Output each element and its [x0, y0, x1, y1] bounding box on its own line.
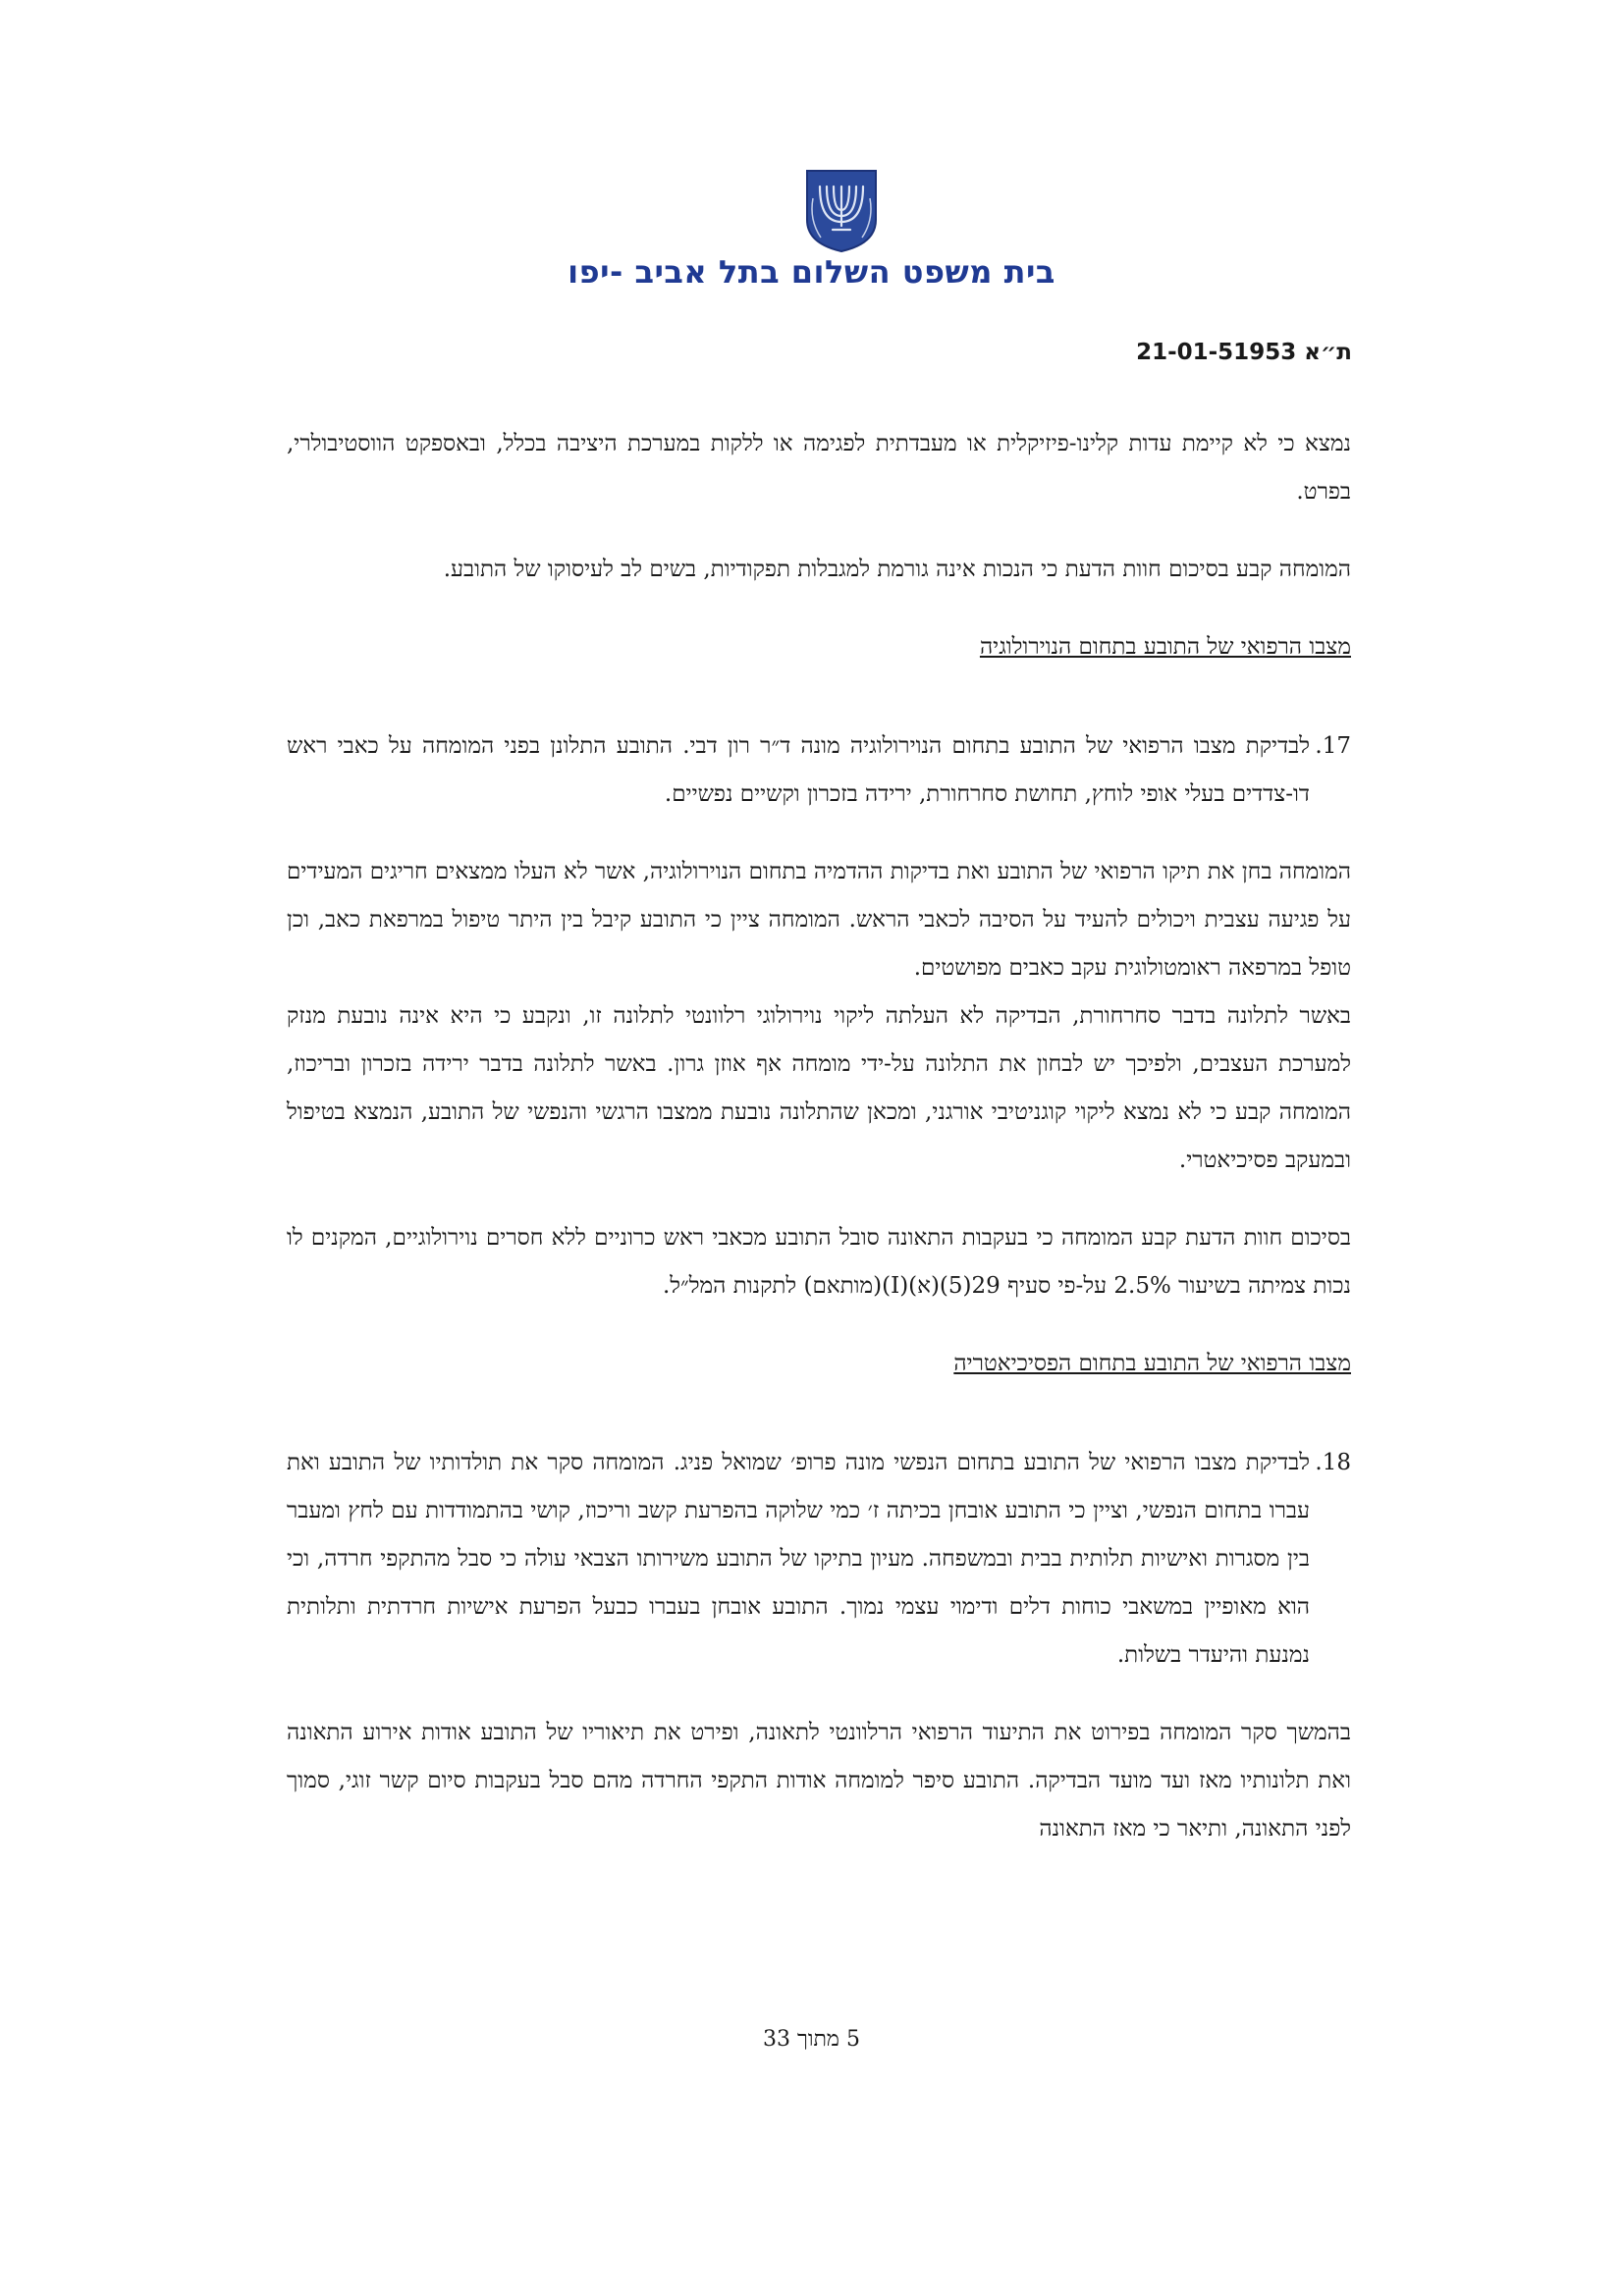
numbered-paragraph-17 [287, 722, 1351, 819]
numbered-paragraph-18 [287, 1439, 1351, 1680]
paragraph-neuro-summary: בסיכום חוות הדעת קבע המומחה כי בעקבות התאונה סובל התובע מכאבי ראש כרוניים ללא חסרים נוירולוגיים, המקנים לו נכות צמיתה בשיעור 2.5% על-פי סעיף 29(5)(א)(I)(מותאם) לתקנות המל״ל. [287, 1225, 1351, 1299]
paragraph-number: 18. [1315, 1450, 1351, 1475]
document-body [287, 420, 1351, 1883]
state-emblem-menorah-icon [803, 169, 880, 253]
paragraph-text: לבדיקת מצבו הרפואי של התובע בתחום הנפשי מונה פרופ׳ שמואל פניג. המומחה סקר את תולדותיו של התובע ואת עברו בתחום הנפשי, וציין כי התובע אובחן בכיתה ז׳ כמי שלוקה בהפרעת קשב וריכוז, קושי בהתמודדות עם לחץ ומעבר בין מסגרות ואישיות תלותית בבית ובמשפחה. מעיון בתיקו של התובע משירותו הצבאי עולה כי סבל מהתקפי חרדה, וכי הוא מאופיין במשאבי כוחות דלים ודימוי עצמי נמוך. התובע אובחן בעברו כבעל הפרעת אישיות חרדתית ותלותית נמנעת והיעדר בשלות. [287, 1450, 1310, 1668]
paragraph-neuro-review: המומחה בחן את תיקו הרפואי של התובע ואת בדיקות ההדמיה בתחום הנוירולוגיה, אשר לא העלו ממצאים חריגים המעידים על פגיעה עצבית ויכולים להעיד על הסיבה לכאבי הראש. המומחה ציין כי התובע קיבל בין היתר טיפול במרפאת כאב, וכן טופל במרפאה ראומטולוגית עקב כאבים מפושטים. [287, 859, 1351, 981]
paragraph-number: 17. [1315, 733, 1351, 759]
paragraph-dizziness-memory: באשר לתלונה בדבר סחרחורת, הבדיקה לא העלתה ליקוי נוירולוגי רלוונטי לתלונה זו, ונקבע כי היא אינה נובעת מנזק למערכת העצבים, ולפיכך יש לבחון את התלונה על-ידי מומחה אף אוזן גרון. באשר לתלונה בדבר ירידה בזכרון ובריכוז, המומחה קבע כי לא נמצא ליקוי קוגניטיבי אורגני, ומכאן שהתלונה נובעת ממצבו הרגשי והנפשי של התובע, הנמצא בטיפול ובמעקב פסיכיאטרי. [287, 1003, 1351, 1173]
court-name: בית משפט השלום בתל אביב -יפו [568, 253, 1055, 291]
page-indicator: 5 מתוך 33 [763, 2027, 860, 2052]
section-heading-psychiatry: מצבו הרפואי של התובע בתחום הפסיכיאטריה [953, 1351, 1351, 1376]
section-heading-neurology: מצבו הרפואי של התובע בתחום הנוירולוגיה [979, 634, 1351, 660]
case-number: ת״א 21-01-51953 [1136, 340, 1352, 365]
paragraph-text: לבדיקת מצבו הרפואי של התובע בתחום הנוירולוגיה מונה ד״ר רון דבי. התובע התלונן בפני המומחה על כאבי ראש דו-צדדים בעלי אופי לוחץ, תחושת סחרחורת, ירידה בזכרון וקשיים נפשיים. [287, 733, 1310, 807]
paragraph-psych-review: בהמשך סקר המומחה בפירוט את התיעוד הרפואי הרלוונטי לתאונה, ופירט את תיאוריו של התובע אודות אירוע התאונה ואת תלונותיו מאז ועד מועד הבדיקה. התובע סיפר למומחה אודות התקפי החרדה מהם סבל בעקבות סיום קשר זוגי, סמוך לפני התאונה, ותיאר כי מאז התאונה [287, 1720, 1351, 1842]
paragraph-vestibular-finding: נמצא כי לא קיימת עדות קלינו-פיזיקלית או מעבדתית לפגימה או ללקות במערכת היציבה בכלל, ובאספקט הווסטיבולרי, בפרט. [287, 431, 1351, 505]
paragraph-ent-summary: המומחה קבע בסיכום חוות הדעת כי הנכות אינה גורמת למגבלות תפקודיות, בשים לב לעיסוקו של התובע. [443, 557, 1351, 582]
